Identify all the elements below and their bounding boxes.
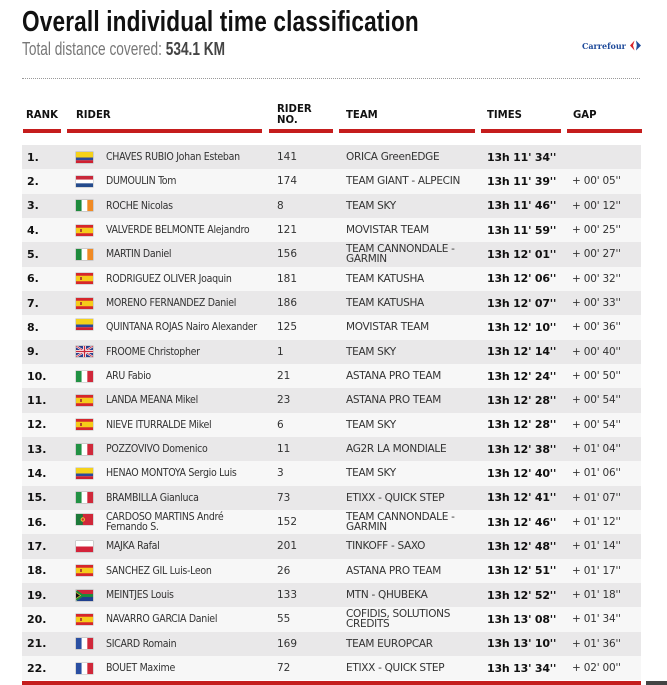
rider-number: 6: [277, 418, 284, 431]
rank: 7.: [27, 296, 39, 310]
flag-spain-icon: [76, 559, 93, 583]
rank: 13.: [27, 442, 47, 456]
team-name[interactable]: TEAM CANNONDALE - GARMIN: [346, 511, 455, 534]
flag-colombia-icon: [76, 145, 93, 169]
flag-spain-icon: [76, 267, 93, 291]
gap: + 00' 32'': [572, 272, 621, 285]
rider-name[interactable]: CHAVES RUBIO Johan Esteban: [106, 151, 240, 164]
table-row[interactable]: [22, 510, 641, 534]
gap: + 00' 50'': [572, 370, 621, 383]
rank: 9.: [27, 345, 39, 359]
gap: + 01' 07'': [572, 491, 621, 504]
rider-number: 156: [277, 248, 298, 261]
table-row[interactable]: [22, 388, 641, 412]
rank: 12.: [27, 418, 47, 432]
table-row[interactable]: [22, 437, 641, 461]
table-row[interactable]: [22, 461, 641, 485]
col-header-rider-no-line1: RIDER: [277, 102, 312, 115]
team-name[interactable]: MOVISTAR TEAM: [346, 321, 429, 334]
team-name[interactable]: ASTANA PRO TEAM: [346, 394, 442, 407]
total-distance-label: Total distance covered:: [22, 39, 162, 59]
rider-name[interactable]: BOUET Maxime: [106, 662, 175, 675]
table-row[interactable]: [22, 632, 641, 656]
rider-name[interactable]: MEINTJES Louis: [106, 589, 174, 602]
rider-number: 73: [277, 491, 291, 504]
rank: 14.: [27, 466, 47, 480]
flag-ireland-icon: [76, 242, 93, 266]
rider-name[interactable]: BRAMBILLA Gianluca: [106, 491, 199, 504]
rank: 1.: [27, 150, 39, 164]
time: 13h 12' 40'': [487, 466, 557, 480]
gap: + 01' 06'': [572, 467, 621, 480]
rider-name[interactable]: LANDA MEANA Mikel: [106, 394, 198, 407]
rider-name[interactable]: RODRIGUEZ OLIVER Joaquin: [106, 272, 232, 285]
rider-name[interactable]: MORENO FERNANDEZ Daniel: [106, 297, 237, 310]
rider-number: 125: [277, 321, 298, 334]
team-name[interactable]: TEAM CANNONDALE - GARMIN: [346, 243, 455, 266]
rank: 22.: [27, 661, 47, 675]
time: 13h 13' 10'': [487, 637, 557, 651]
time: 13h 12' 14'': [487, 345, 557, 359]
time: 13h 12' 41'': [487, 491, 557, 505]
col-header-rider[interactable]: RIDER: [76, 107, 111, 121]
table-footer-bar: [22, 681, 641, 685]
rider-number: 121: [277, 224, 298, 237]
header-underline-rider: [67, 129, 262, 133]
header-underline-team: [339, 129, 475, 133]
rider-number: 72: [277, 662, 291, 675]
rank: 3.: [27, 199, 39, 213]
flag-ireland-icon: [76, 194, 93, 218]
team-name[interactable]: TEAM KATUSHA: [346, 297, 424, 310]
table-row[interactable]: [22, 559, 641, 583]
flag-spain-icon: [76, 607, 93, 631]
gap: + 01' 34'': [572, 613, 621, 626]
table-row[interactable]: [22, 364, 641, 388]
rank: 6.: [27, 272, 39, 286]
rank: 8.: [27, 320, 39, 334]
gap: + 02' 00'': [572, 662, 621, 675]
table-row[interactable]: [22, 242, 641, 266]
team-name[interactable]: MTN - QHUBEKA: [346, 589, 428, 602]
gap: + 00' 12'': [572, 199, 621, 212]
rider-number: 21: [277, 370, 291, 383]
time: 13h 13' 08'': [487, 612, 557, 626]
team-name[interactable]: TEAM SKY: [346, 467, 396, 480]
flag-colombia-icon: [76, 461, 93, 485]
flag-italy-icon: [76, 437, 93, 461]
rank: 17.: [27, 539, 47, 553]
gap: + 00' 54'': [572, 418, 621, 431]
rank: 21.: [27, 637, 47, 651]
table-row[interactable]: [22, 315, 641, 339]
flag-italy-icon: [76, 364, 93, 388]
rider-number: 133: [277, 589, 298, 602]
carrefour-logo-icon: [629, 40, 642, 51]
col-header-times[interactable]: TIMES: [487, 107, 522, 121]
gap: + 01' 14'': [572, 540, 621, 553]
rider-number: 3: [277, 467, 284, 480]
table-row[interactable]: [22, 656, 641, 680]
time: 13h 12' 01'': [487, 247, 557, 261]
team-name[interactable]: ETIXX - QUICK STEP: [346, 491, 445, 504]
time: 13h 12' 10'': [487, 320, 557, 334]
time: 13h 11' 46'': [487, 199, 557, 213]
rider-number: 152: [277, 516, 298, 529]
rider-number: 23: [277, 394, 291, 407]
col-header-rider-no-line2: NO.: [277, 113, 298, 126]
rider-name[interactable]: ROCHE Nicolas: [106, 199, 173, 212]
team-name[interactable]: TEAM SKY: [346, 418, 396, 431]
team-name[interactable]: ASTANA PRO TEAM: [346, 370, 442, 383]
rank: 15.: [27, 491, 47, 505]
rider-name[interactable]: ARU Fabio: [106, 370, 151, 383]
table-row[interactable]: [22, 583, 641, 607]
rider-number: 186: [277, 297, 298, 310]
flag-spain-icon: [76, 388, 93, 412]
flag-spain-icon: [76, 413, 93, 437]
flag-netherlands-icon: [76, 169, 93, 193]
time: 13h 12' 28'': [487, 393, 557, 407]
table-row[interactable]: [22, 607, 641, 631]
col-header-team[interactable]: TEAM: [346, 107, 378, 121]
header-underline-rank: [23, 129, 61, 133]
team-name[interactable]: ORICA GreenEDGE: [346, 151, 440, 164]
flag-france-icon: [76, 656, 93, 680]
rider-name[interactable]: SANCHEZ GIL Luis-Leon: [106, 564, 212, 577]
classification-table: [22, 145, 641, 680]
gap: + 01' 04'': [572, 443, 621, 456]
table-row[interactable]: [22, 169, 641, 193]
team-name[interactable]: MOVISTAR TEAM: [346, 224, 429, 237]
rider-name[interactable]: POZZOVIVO Domenico: [106, 443, 208, 456]
rider-name[interactable]: VALVERDE BELMONTE Alejandro: [106, 224, 250, 237]
rank: 16.: [27, 515, 47, 529]
flag-spain-icon: [76, 291, 93, 315]
rider-name[interactable]: FROOME Christopher: [106, 345, 200, 358]
team-name[interactable]: TINKOFF - SAXO: [346, 540, 426, 553]
table-row[interactable]: [22, 194, 641, 218]
rider-number: 181: [277, 272, 298, 285]
rider-number: 8: [277, 199, 284, 212]
flag-south-africa-icon: [76, 583, 93, 607]
gap: + 01' 18'': [572, 589, 621, 602]
header-underline-gap: [567, 129, 642, 133]
rank: 10.: [27, 369, 47, 383]
total-distance-value: 534.1 KM: [165, 39, 226, 59]
team-name[interactable]: COFIDIS, SOLUTIONS CREDITS: [346, 608, 451, 631]
time: 13h 11' 34'': [487, 150, 557, 164]
rider-number: 169: [277, 637, 298, 650]
rider-name[interactable]: SICARD Romain: [106, 637, 177, 650]
time: 13h 11' 59'': [487, 223, 557, 237]
time: 13h 12' 07'': [487, 296, 557, 310]
rider-number: 55: [277, 613, 291, 626]
rank: 11.: [27, 393, 47, 407]
rider-number: 11: [277, 443, 291, 456]
team-name[interactable]: TEAM SKY: [346, 199, 396, 212]
rider-number: 1: [277, 345, 284, 358]
time: 13h 12' 46'': [487, 515, 557, 529]
total-distance: [22, 39, 225, 60]
divider: [22, 78, 640, 79]
gap: + 01' 17'': [572, 564, 621, 577]
rider-name[interactable]: DUMOULIN Tom: [106, 175, 177, 188]
table-row[interactable]: [22, 291, 641, 315]
rider-name[interactable]: HENAO MONTOYA Sergio Luis: [106, 467, 237, 480]
time: 13h 12' 51'': [487, 564, 557, 578]
team-name[interactable]: TEAM EUROPCAR: [346, 637, 433, 650]
flag-uk-icon: [76, 340, 93, 364]
rider-name[interactable]: NAVARRO GARCIA Daniel: [106, 613, 218, 626]
flag-spain-icon: [76, 218, 93, 242]
gap: + 01' 12'': [572, 516, 621, 529]
gap: + 01' 36'': [572, 637, 621, 650]
gap: + 00' 40'': [572, 345, 621, 358]
header-underline-times: [481, 129, 561, 133]
rider-number: 174: [277, 175, 298, 188]
team-name[interactable]: TEAM SKY: [346, 345, 396, 358]
rank: 19.: [27, 588, 47, 602]
gap: + 00' 27'': [572, 248, 621, 261]
time: 13h 12' 28'': [487, 418, 557, 432]
rider-name[interactable]: MAJKA Rafal: [106, 540, 160, 553]
sponsor-name: Carrefour: [582, 40, 626, 51]
flag-poland-icon: [76, 534, 93, 558]
flag-france-icon: [76, 632, 93, 656]
time: 13h 11' 39'': [487, 174, 557, 188]
flag-portugal-icon: [76, 510, 93, 525]
team-name[interactable]: ETIXX - QUICK STEP: [346, 662, 445, 675]
rank: 18.: [27, 564, 47, 578]
gap: + 00' 36'': [572, 321, 621, 334]
table-row[interactable]: [22, 267, 641, 291]
table-row[interactable]: [22, 145, 641, 169]
col-header-rank[interactable]: RANK: [26, 107, 58, 121]
time: 13h 12' 52'': [487, 588, 557, 602]
gap: + 00' 54'': [572, 394, 621, 407]
table-row[interactable]: [22, 340, 641, 364]
gap: + 00' 33'': [572, 297, 621, 310]
table-row[interactable]: [22, 218, 641, 242]
team-name[interactable]: AG2R LA MONDIALE: [346, 443, 447, 456]
flag-italy-icon: [76, 486, 93, 510]
table-row[interactable]: [22, 534, 641, 558]
flag-colombia-icon: [76, 315, 93, 330]
col-header-gap[interactable]: GAP: [573, 107, 597, 121]
page-title: Overall individual time classification: [22, 6, 419, 38]
team-name[interactable]: TEAM KATUSHA: [346, 272, 424, 285]
sponsor-logo[interactable]: [582, 40, 642, 51]
rider-number: 141: [277, 151, 298, 164]
rider-name[interactable]: MARTIN Daniel: [106, 248, 172, 261]
col-header-rider-no[interactable]: [277, 102, 312, 126]
rider-name[interactable]: CARDOSO MARTINS André Fernando S.: [106, 511, 224, 534]
table-row[interactable]: [22, 413, 641, 437]
rank: 20.: [27, 612, 47, 626]
header-underline-rider-no: [269, 129, 333, 133]
rider-number: 26: [277, 564, 291, 577]
team-name[interactable]: TEAM GIANT - ALPECIN: [346, 175, 461, 188]
rider-name[interactable]: NIEVE ITURRALDE Mikel: [106, 418, 212, 431]
time: 13h 12' 48'': [487, 539, 557, 553]
rank: 5.: [27, 247, 39, 261]
time: 13h 13' 34'': [487, 661, 557, 675]
rider-number: 201: [277, 540, 298, 553]
team-name[interactable]: ASTANA PRO TEAM: [346, 564, 442, 577]
rider-name[interactable]: QUINTANA ROJAS Nairo Alexander: [106, 321, 257, 334]
table-row[interactable]: [22, 486, 641, 510]
scroll-indicator[interactable]: [646, 681, 667, 685]
gap: + 00' 25'': [572, 224, 621, 237]
time: 13h 12' 06'': [487, 272, 557, 286]
rank: 4.: [27, 223, 39, 237]
rank: 2.: [27, 174, 39, 188]
time: 13h 12' 24'': [487, 369, 557, 383]
gap: + 00' 05'': [572, 175, 621, 188]
time: 13h 12' 38'': [487, 442, 557, 456]
